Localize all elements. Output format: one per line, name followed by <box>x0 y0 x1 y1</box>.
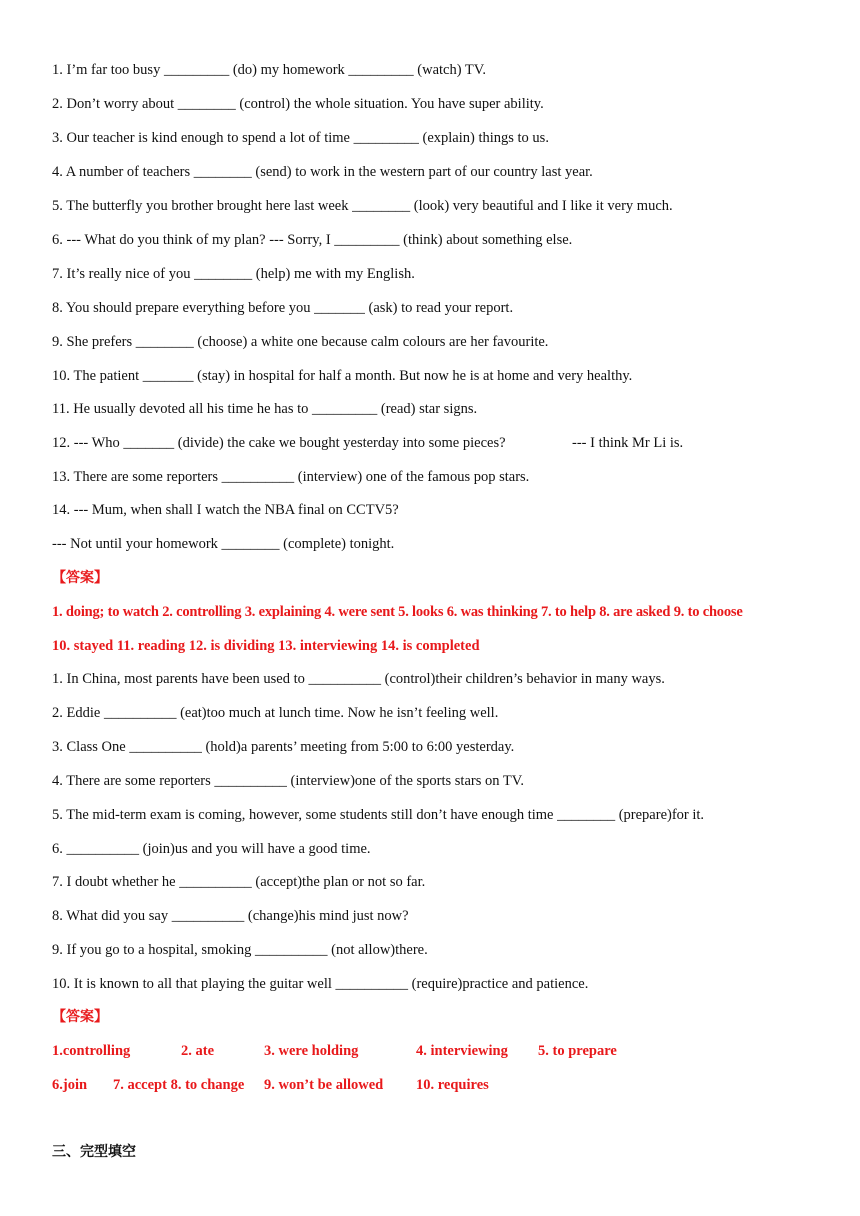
question-reply: --- I think Mr Li is. <box>572 435 684 451</box>
section-heading: 三、完型填空 <box>52 1144 136 1160</box>
question-line: 1. I’m far too busy _________ (do) my homework _________ (watch) TV. <box>52 62 487 78</box>
answer-item: 5. to prepare <box>538 1043 617 1059</box>
question-line: 6. __________ (join)us and you will have a good time. <box>52 841 371 857</box>
question-line: 1. In China, most parents have been used to __________ (control)their children’s behavior in many ways. <box>52 671 665 687</box>
question-line: 3. Our teacher is kind enough to spend a lot of time _________ (explain) things to us. <box>52 130 549 146</box>
question-line: 8. What did you say __________ (change)his mind just now? <box>52 908 409 924</box>
question-line: 4. There are some reporters __________ (interview)one of the sports stars on TV. <box>52 773 524 789</box>
answer-line: 10. stayed 11. reading 12. is dividing 13. interviewing 14. is completed <box>52 638 480 654</box>
answer-line: 1. doing; to watch 2. controlling 3. explaining 4. were sent 5. looks 6. was thinking 7. to help 8. are asked 9. to choose <box>52 604 743 620</box>
question-line: --- Not until your homework ________ (complete) tonight. <box>52 536 395 552</box>
question-line: 5. The mid-term exam is coming, however, some students still don’t have enough time ________ (prepare)for it. <box>52 807 705 823</box>
question-line: 7. It’s really nice of you ________ (help) me with my English. <box>52 266 415 282</box>
answer-heading: 【答案】 <box>52 1009 108 1025</box>
question-line: 8. You should prepare everything before you _______ (ask) to read your report. <box>52 300 514 316</box>
question-line: 11. He usually devoted all his time he has to _________ (read) star signs. <box>52 401 478 417</box>
question-line: 6. --- What do you think of my plan? --- Sorry, I _________ (think) about something else. <box>52 232 573 248</box>
question-line: 9. If you go to a hospital, smoking __________ (not allow)there. <box>52 942 428 958</box>
answer-item: 7. accept 8. to change <box>113 1077 245 1093</box>
answer-item: 1.controlling <box>52 1043 131 1059</box>
answer-item: 10. requires <box>416 1077 489 1093</box>
question-line: 14. --- Mum, when shall I watch the NBA final on CCTV5? <box>52 502 399 518</box>
answer-item: 3. were holding <box>264 1043 359 1059</box>
question-line: 2. Eddie __________ (eat)too much at lunch time. Now he isn’t feeling well. <box>52 705 499 721</box>
question-line: 7. I doubt whether he __________ (accept)the plan or not so far. <box>52 874 426 890</box>
answer-heading: 【答案】 <box>52 570 108 586</box>
question-line: 4. A number of teachers ________ (send) to work in the western part of our country last year. <box>52 164 593 180</box>
question-line: 10. It is known to all that playing the guitar well __________ (require)practice and patience. <box>52 976 589 992</box>
question-line: 3. Class One __________ (hold)a parents’ meeting from 5:00 to 6:00 yesterday. <box>52 739 515 755</box>
question-line: 13. There are some reporters __________ (interview) one of the famous pop stars. <box>52 469 530 485</box>
answer-item: 4. interviewing <box>416 1043 508 1059</box>
question-line: 10. The patient _______ (stay) in hospital for half a month. But now he is at home and very healthy. <box>52 368 633 384</box>
answer-item: 9. won’t be allowed <box>264 1077 384 1093</box>
question-line: 12. --- Who _______ (divide) the cake we bought yesterday into some pieces? <box>52 435 506 451</box>
question-line: 5. The butterfly you brother brought here last week ________ (look) very beautiful and I like it very much. <box>52 198 673 214</box>
answer-item: 6.join <box>52 1077 88 1093</box>
question-line: 9. She prefers ________ (choose) a white one because calm colours are her favourite. <box>52 334 549 350</box>
answer-item: 2. ate <box>181 1043 215 1059</box>
question-line: 2. Don’t worry about ________ (control) the whole situation. You have super ability. <box>52 96 544 112</box>
